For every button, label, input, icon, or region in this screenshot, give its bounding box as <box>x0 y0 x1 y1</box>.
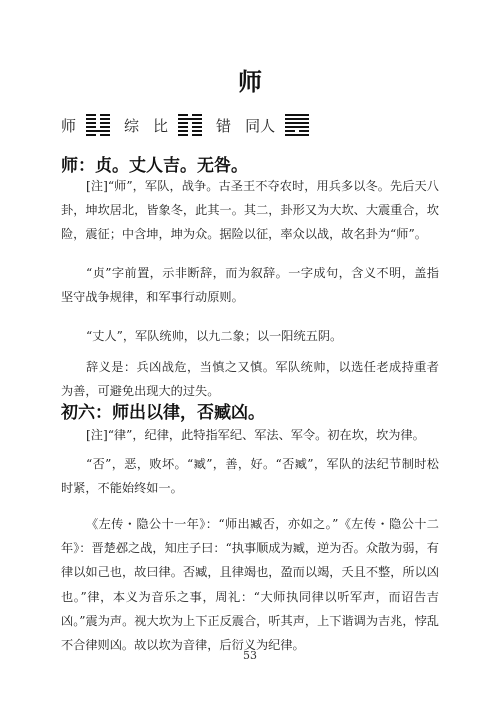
hexagram-line <box>61 112 323 138</box>
cuo-name: 同人 <box>245 116 276 135</box>
paragraph: [注]“师”，军队，战争。古圣王不夺农时，用兵多以冬。先后天八卦，坤坎居北，皆象冬，此其一。其二，卦形又为大坎、大震重合，坎险，震征；中含坤，坤为众。据险以征，率众以战，故名卦为“师”。 <box>61 179 439 242</box>
hexagram-name: 师 <box>61 116 77 135</box>
page-number: 53 <box>243 649 257 662</box>
hexagram-bi-icon <box>178 114 202 136</box>
paragraph: “贞”字前置，示非断辞，而为叙辞。一字成句，含义不明，盖指坚守战争规律，和军事行动原则。 <box>61 266 439 305</box>
paragraph: 辞义是：兵凶战危，当慎之又慎。军队统帅，以选任老成持重者为善，可避免出现大的过失。 <box>61 360 439 399</box>
hexagram-shi-icon <box>86 114 110 136</box>
zong-name: 比 <box>153 116 169 135</box>
paragraph: [注]“律”，纪律，此特指军纪、军法、军令。初在坎，坎为律。 <box>86 428 425 442</box>
paragraph: 《左传・隐公十一年》：“师出臧否，亦如之。”《左传・隐公十二年》：晋楚邲之战，知庄子曰：“执事顺成为臧，逆为否。众散为弱，有律以如己也，故曰律。否臧，且律竭也，盈而以竭，夭且不整，所以凶也。”律，本义为音乐之事，周礼：“大师执同律以听军声，而诏告吉凶。”震为声。视大坎为上下正反震合，听其声，上下谐调为吉兆，悖乱不合律则凶。故以坎为音律，后衍义为纪律。 <box>61 517 439 653</box>
paragraph: “否”，恶，败坏。“臧”，善，好。“否臧”，军队的法纪节制时松时紧，不能始终如一。 <box>61 457 439 496</box>
cuo-label: 错 <box>216 116 240 135</box>
page-title: 师 <box>238 68 262 96</box>
section-heading: 师：贞。丈人吉。无咎。 <box>61 156 248 176</box>
zong-label: 综 <box>124 116 148 135</box>
paragraph: “丈人”，军队统帅，以九二象；以一阳统五阴。 <box>86 329 343 343</box>
section-heading: 初六：师出以律，否臧凶。 <box>61 403 265 423</box>
hexagram-tongren-icon <box>285 114 309 136</box>
